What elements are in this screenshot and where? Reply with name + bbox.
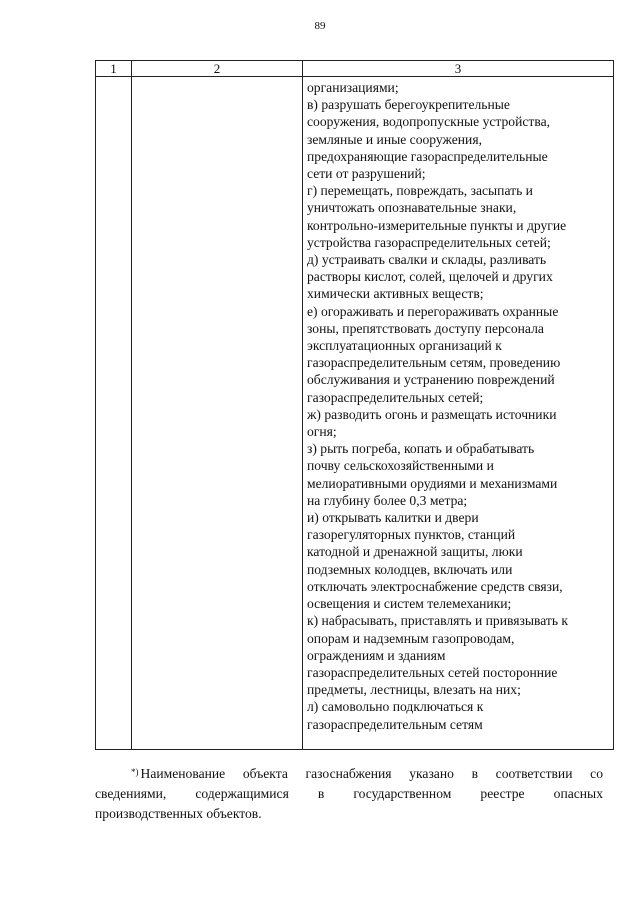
text-line: химически активных веществ; xyxy=(307,286,484,302)
text-line: к) набрасывать, приставлять и привязывать к xyxy=(307,613,569,629)
restrictions-text xyxy=(307,79,609,733)
text-line: почву сельскохозяйственными и xyxy=(307,458,494,474)
text-line: газораспределительным сетям xyxy=(307,716,483,732)
text-line: растворы кислот, солей, щелочей и других xyxy=(307,269,553,285)
text-line: зоны, препятствовать доступу персонала xyxy=(307,320,544,336)
restrictions-table xyxy=(95,60,614,750)
text-line: е) огораживать и перегораживать охранные xyxy=(307,303,559,319)
footnote-line-1-text: Наименование объекта газоснабжения указано в соответствии со xyxy=(140,766,603,781)
text-line: эксплуатационных организаций к xyxy=(307,338,502,354)
footnote xyxy=(95,764,603,824)
text-line: организациями; xyxy=(307,80,399,95)
text-line: газорегуляторных пунктов, станций xyxy=(307,527,516,543)
text-line: мелиоративными орудиями и механизмами xyxy=(307,475,558,491)
text-line: г) перемещать, повреждать, засыпать и xyxy=(307,183,533,199)
text-line: уничтожать опознавательные знаки, xyxy=(307,200,517,216)
text-line: предметы, лестницы, влезать на них; xyxy=(307,682,521,698)
footnote-line-1 xyxy=(95,764,603,784)
text-line: катодной и дренажной защиты, люки xyxy=(307,544,523,560)
footnote-line-3: производственных объектов. xyxy=(95,806,262,821)
text-line: сооружения, водопропускные устройства, xyxy=(307,114,551,130)
text-line: огня; xyxy=(307,424,337,440)
text-line: газораспределительных сетей посторонние xyxy=(307,664,558,680)
text-line: обслуживания и устранению повреждений xyxy=(307,372,555,388)
text-line: д) устраивать свалки и склады, разливать xyxy=(307,252,547,268)
text-line: л) самовольно подключаться к xyxy=(307,699,484,715)
text-line: сети от разрушений; xyxy=(307,166,426,182)
footnote-mark: *) xyxy=(131,767,139,777)
footnote-line-2: сведениями, содержащимися в государственном реестре опасных xyxy=(95,786,603,801)
page-number: 89 xyxy=(314,20,326,32)
text-line: на глубину более 0,3 метра; xyxy=(307,492,468,508)
text-line: и) открывать калитки и двери xyxy=(307,510,479,526)
cell-col-2 xyxy=(132,77,303,750)
text-line: в) разрушать берегоукрепительные xyxy=(307,97,510,113)
header-col-3: 3 xyxy=(303,61,614,77)
text-line: подземных колодцев, включать или xyxy=(307,561,513,577)
text-line: устройства газораспределительных сетей; xyxy=(307,234,551,250)
table-header-row xyxy=(96,61,614,77)
cell-col-1 xyxy=(96,77,132,750)
text-line: газораспределительных сетей; xyxy=(307,389,484,405)
text-line: контрольно-измерительные пункты и другие xyxy=(307,217,567,233)
text-line: предохраняющие газораспределительные xyxy=(307,148,548,164)
text-line: освещения и систем телемеханики; xyxy=(307,596,512,612)
text-line: ограждениям и зданиям xyxy=(307,647,446,663)
text-line: отключать электроснабжение средств связи, xyxy=(307,578,563,594)
table-row xyxy=(96,77,614,750)
header-col-1: 1 xyxy=(96,61,132,77)
text-line: ж) разводить огонь и размещать источники xyxy=(307,406,557,422)
cell-col-3 xyxy=(303,77,614,750)
header-col-2: 2 xyxy=(132,61,303,77)
text-line: газораспределительным сетям, проведению xyxy=(307,355,561,371)
text-line: земляные и иные сооружения, xyxy=(307,131,482,147)
text-line: опорам и надземным газопроводам, xyxy=(307,630,515,646)
text-line: з) рыть погреба, копать и обрабатывать xyxy=(307,441,535,457)
